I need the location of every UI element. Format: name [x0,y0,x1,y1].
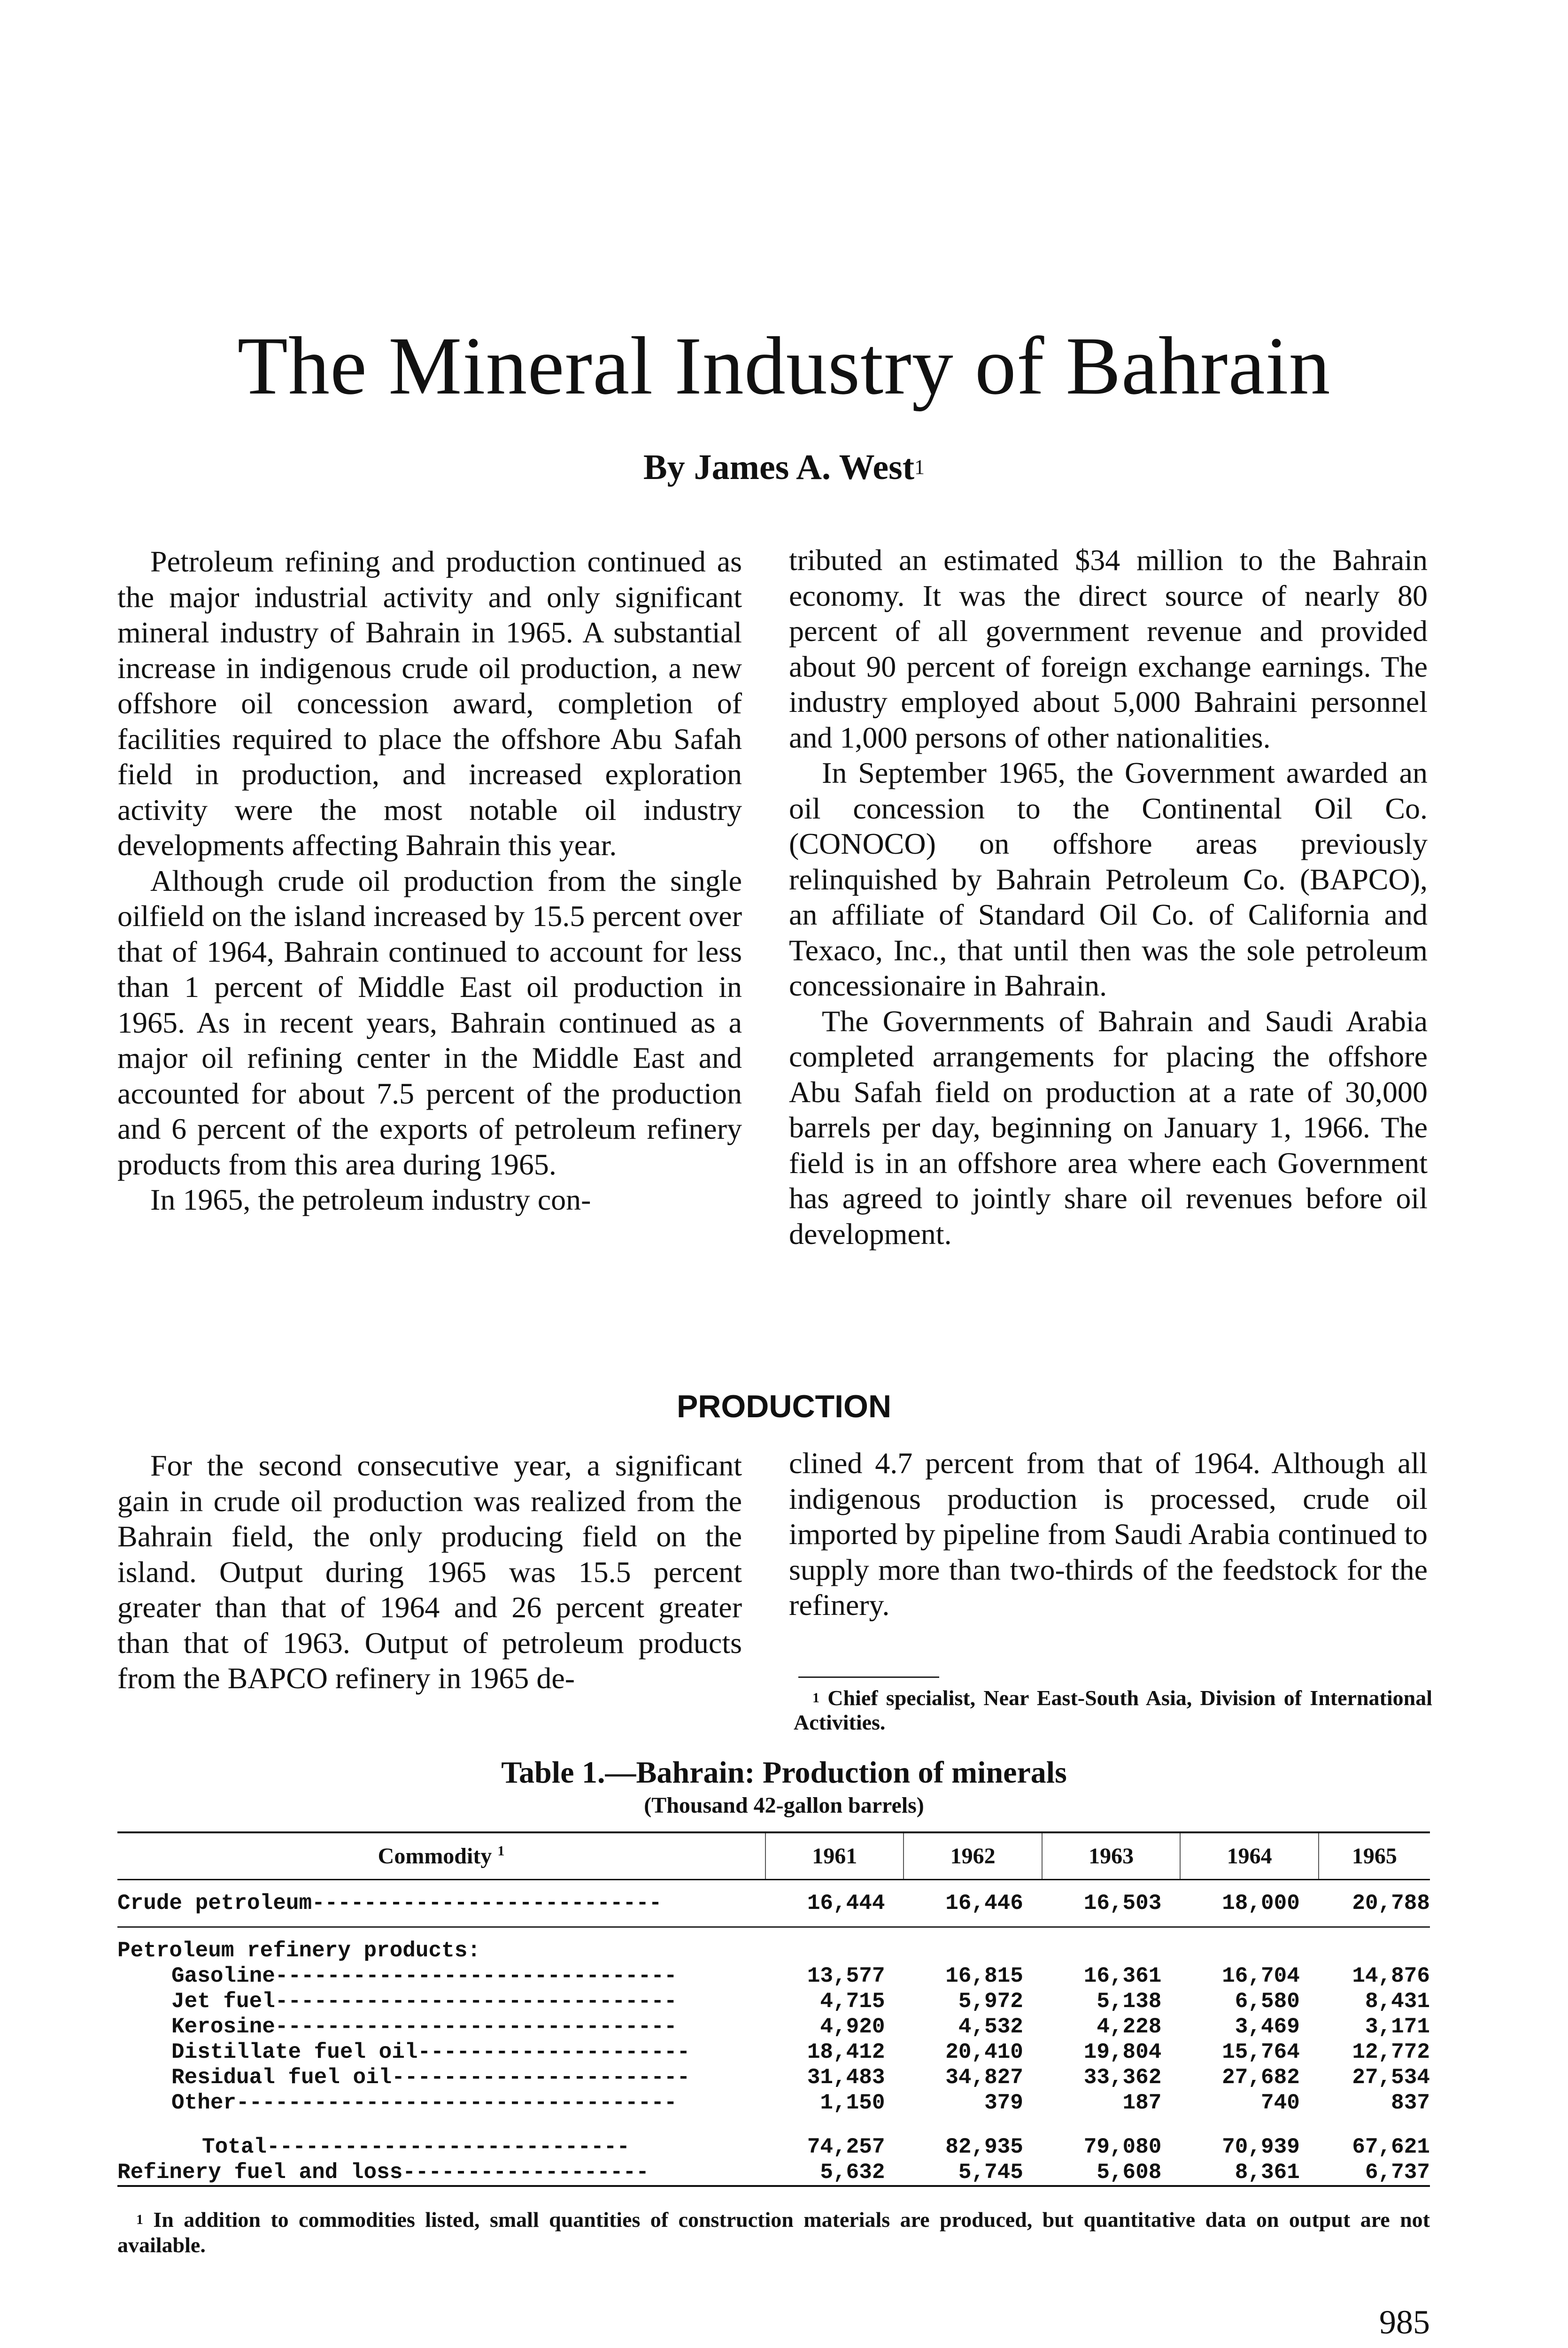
byline [0,446,1568,488]
table-row [117,1880,1430,1927]
table-cell: 5,608 [1042,2160,1180,2186]
table-cell: 16,361 [1083,1964,1162,1988]
row-label: Gasoline------------------------------- [171,1964,677,1988]
table-cell: 70,939 [1222,2135,1300,2159]
table-title: Table 1.—Bahrain: Production of minerals [501,1755,1067,1790]
footnote-ref: 1 [812,1690,819,1706]
table-cell: 379 [984,2091,1023,2115]
table-cell: 74,257 [807,2135,885,2159]
table-row [117,2039,1430,2065]
paragraph: For the second consecutive year, a significant gain in crude oil production was realized from the Bahrain field, the only producing field on the island. Output during 1965 was 15.5 percent greater than that of 1964 and 26 percent greater than that of 1963. Output of petroleum products from the BAPCO refinery in 1965 de- [117,1449,742,1695]
row-label: Residual fuel oil----------------------- [171,2065,690,2090]
column-header-year: 1964 [1180,1832,1318,1880]
row-label: Refinery fuel and loss------------------- [117,2160,765,2186]
table-cell: 8,431 [1365,1989,1430,2014]
table-row [117,1963,1430,1989]
page-number: 985 [1379,2303,1430,2341]
table-cell: 6,737 [1319,2160,1430,2186]
paragraph: tributed an estimated $34 million to the Bahrain economy. It was the direct source of nearly 80 percent of all government revenue and provided about 90 percent of foreign exchange earnings. The industry employed about 5,000 Bahraini personnel and 1,000 persons of other nationalities. [789,543,1428,754]
column-header-commodity: Commodity $^1$ [117,1832,765,1880]
table-cell: 20,788 [1352,1891,1430,1915]
row-label: Other---------------------------------- [171,2091,677,2115]
table-cell: 837 [1391,2091,1430,2115]
table-cell: 79,080 [1083,2135,1162,2159]
author-footnote [794,1686,1432,1735]
table-row [117,2014,1430,2039]
table-row [117,2090,1430,2116]
table-cell: 19,804 [1083,2040,1162,2064]
table-cell: 15,764 [1222,2040,1300,2064]
table-cell: 34,827 [945,2065,1023,2090]
table-cell: 5,745 [904,2160,1042,2186]
table-cell: 3,469 [1235,2015,1300,2039]
table-cell: 16,815 [945,1964,1023,1988]
paragraph: Petroleum refining and production continued as the major industrial activity and only significant mineral industry of Bahrain in 1965. A substantial increase in indigenous crude oil production, a new offshore oil concession award, completion of facilities required to place the offshore Abu Safah field in production, and increased exploration activity were the most notable oil industry developments affecting Bahrain this year. [117,545,742,862]
paragraph: Although crude oil production from the single oilfield on the island increased by 15.5 percent over that of 1964, Bahrain continued to account for less than 1 percent of Middle East oil production in 1965. As in recent years, Bahrain continued as a major oil refining center in the Middle East and accounted for about 7.5 percent of the production and 6 percent of the exports of petroleum refinery products from this area during 1965. [117,864,742,1181]
table-cell: 67,621 [1352,2135,1430,2159]
table-cell: 1,150 [820,2091,885,2115]
table-cell: 5,138 [1097,1989,1162,2014]
footnote-divider [798,1676,939,1678]
table-cell: 12,772 [1352,2040,1430,2064]
intro-column-left [117,544,742,1218]
table-cell: 16,446 [945,1891,1023,1915]
table-cell: 13,577 [807,1964,885,1988]
table-row [117,1927,1430,1964]
column-header-year: 1963 [1042,1832,1180,1880]
table-cell: 4,715 [820,1989,885,2014]
author-name: By James A. West [643,448,915,487]
page-title: The Mineral Industry of Bahrain [237,320,1331,412]
row-label: Distillate fuel oil--------------------- [171,2040,690,2064]
footnote-ref: 1 [136,2212,143,2227]
production-table [117,1831,1430,2187]
table-subtitle: (Thousand 42-gallon barrels) [644,1793,924,1818]
table-cell: 8,361 [1180,2160,1318,2186]
footnote-ref: 1 [914,456,925,479]
column-header-year: 1965 [1352,1844,1397,1869]
table-footnote [117,2207,1430,2258]
column-header-year: 1961 [765,1832,904,1880]
table-cell: 4,228 [1097,2015,1162,2039]
table-cell: 27,682 [1222,2065,1300,2090]
table-cell: 16,704 [1222,1964,1300,1988]
footnote-text: Chief specialist, Near East-South Asia, Division of International Activities. [794,1686,1432,1734]
intro-column-right [789,542,1428,1251]
table-cell: 16,444 [807,1891,885,1915]
row-label: Kerosine------------------------------- [171,2015,677,2039]
paragraph: clined 4.7 percent from that of 1964. Although all indigenous production is processed, crude oil imported by pipeline from Saudi Arabia continued to supply more than two-thirds of the feedstock for the refinery. [789,1446,1428,1622]
table-cell: 5,632 [765,2160,904,2186]
table-cell: 5,972 [958,1989,1023,2014]
table-cell: 4,920 [820,2015,885,2039]
table-cell: 27,534 [1352,2065,1430,2090]
production-column-right [789,1445,1428,1623]
paragraph: In September 1965, the Government awarded an oil concession to the Continental Oil Co. (CONOCO) on offshore areas previously relinquished by Bahrain Petroleum Co. (BAPCO), an affiliate of Standard Oil Co. of California and Texaco, Inc., that until then was the sole petroleum concessionaire in Bahrain. [789,756,1428,1002]
section-heading-production: PRODUCTION [676,1389,892,1424]
data-table [117,1831,1430,2187]
row-label: Crude petroleum--------------------------- [117,1891,662,1915]
table-cell: 3,171 [1365,2015,1430,2039]
paragraph: In 1965, the petroleum industry con- [150,1183,591,1216]
table-cell: 18,412 [807,2040,885,2064]
table-cell: 31,483 [807,2065,885,2090]
table-row-total [117,2134,1430,2160]
table-row [117,1989,1430,2014]
row-label: Jet fuel------------------------------- [171,1989,677,2014]
table-cell: 6,580 [1235,1989,1300,2014]
row-label: Petroleum refinery products: [117,1927,765,1964]
table-cell: 18,000 [1222,1891,1300,1915]
table-cell: 33,362 [1083,2065,1162,2090]
table-row [117,2065,1430,2090]
paragraph: The Governments of Bahrain and Saudi Arabia completed arrangements for placing the offshore Abu Safah field on production at a rate of 30,000 barrels per day, beginning on January 1, 1966. The field is in an offshore area where each Government has agreed to jointly share oil revenues before oil development. [789,1004,1428,1251]
column-header-year: 1962 [904,1832,1042,1880]
footnote-text: In addition to commodities listed, small quantities of construction materials are produced, but quantitative data on output are not available. [117,2208,1430,2257]
row-label: Total---------------------------- [202,2135,630,2159]
production-column-left [117,1448,742,1696]
table-header-row [117,1832,1430,1880]
table-cell: 82,935 [945,2135,1023,2159]
table-cell: 16,503 [1083,1891,1162,1915]
table-cell: 740 [1260,2091,1300,2115]
table-cell: 4,532 [958,2015,1023,2039]
table-cell: 20,410 [945,2040,1023,2064]
table-row [117,2160,1430,2186]
table-cell: 14,876 [1352,1964,1430,1988]
table-cell: 187 [1122,2091,1162,2115]
